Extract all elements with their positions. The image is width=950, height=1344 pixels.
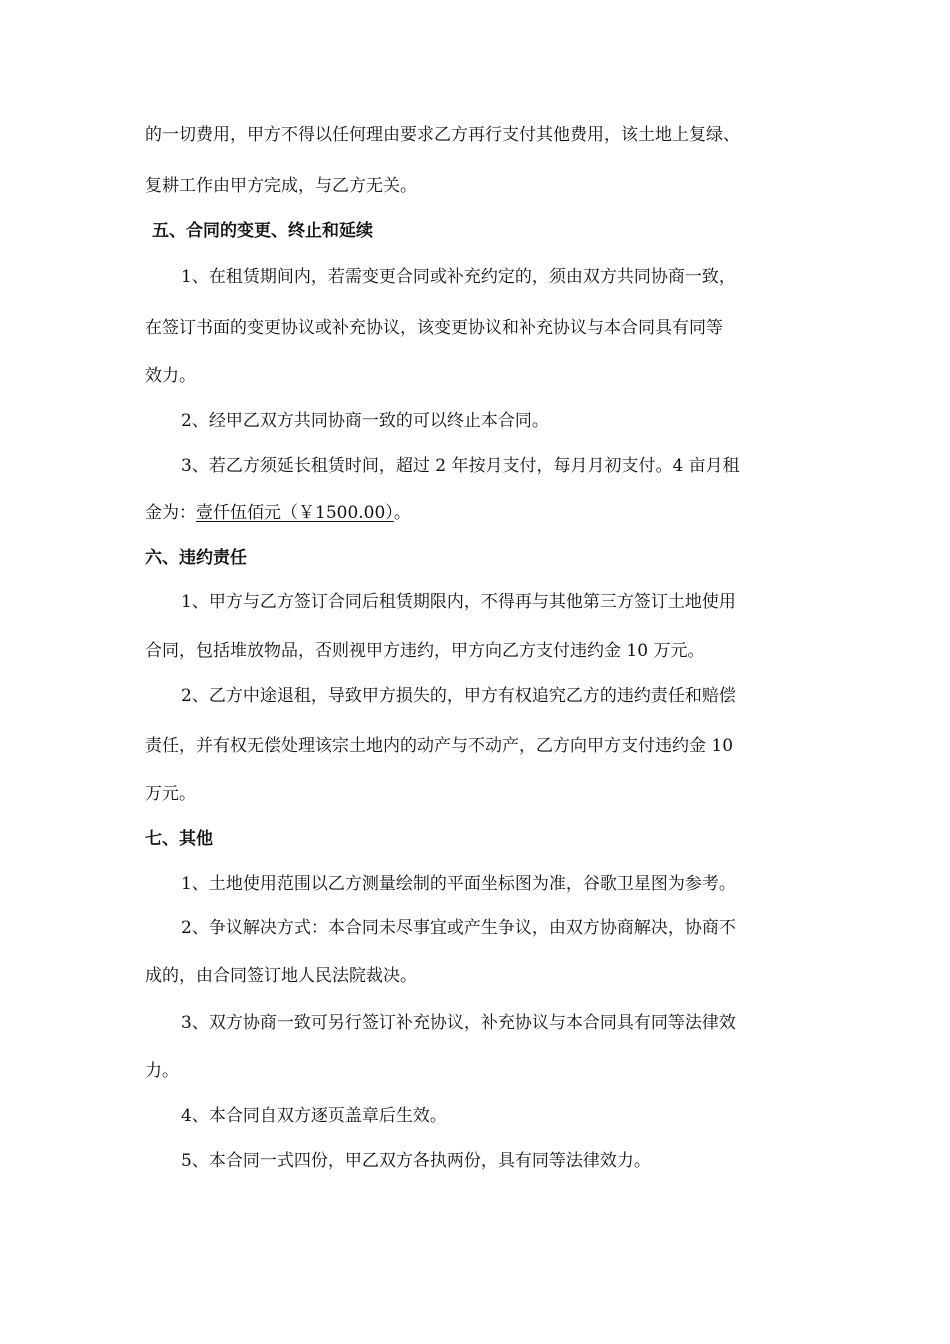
paragraph-line: 2、乙方中途退租，导致甲方损失的，甲方有权追究乙方的违约责任和赔偿 [181, 686, 736, 706]
paragraph-line: 5、本合同一式四份，甲乙双方各执两份，具有同等法律效力。 [181, 1151, 651, 1171]
paragraph-line: 万元。 [145, 784, 196, 804]
paragraph-line: 2、争议解决方式：本合同未尽事宜或产生争议，由双方协商解决，协商不 [181, 918, 736, 938]
rent-label: 金为： [145, 503, 196, 523]
paragraph-line: 1、土地使用范围以乙方测量绘制的平面坐标图为准，谷歌卫星图为参考。 [181, 874, 736, 894]
paragraph-line: 2、经甲乙双方共同协商一致的可以终止本合同。 [181, 411, 549, 431]
section-heading-6: 六、违约责任 [145, 548, 247, 568]
paragraph-line: 3、双方协商一致可另行签订补充协议，补充协议与本合同具有同等法律效 [181, 1013, 736, 1033]
paragraph-line: 责任，并有权无偿处理该宗土地内的动产与不动产，乙方向甲方支付违约金 10 [145, 736, 734, 756]
rent-period: 。 [393, 503, 411, 523]
paragraph-line: 在签订书面的变更协议或补充协议，该变更协议和补充协议与本合同具有同等 [145, 318, 723, 338]
rent-amount-underlined: 壹仟伍佰元（￥1500.00） [196, 503, 394, 523]
paragraph-line: 复耕工作由甲方完成，与乙方无关。 [145, 176, 417, 196]
paragraph-line: 力。 [145, 1061, 179, 1081]
section-heading-7: 七、其他 [145, 829, 213, 849]
paragraph-line: 成的，由合同签订地人民法院裁决。 [145, 966, 417, 986]
paragraph-line: 1、在租赁期间内，若需变更合同或补充约定的，须由双方共同协商一致， [181, 267, 736, 287]
rent-amount-line [145, 502, 815, 524]
section-heading-5: 五、合同的变更、终止和延续 [152, 221, 373, 241]
paragraph-line: 合同，包括堆放物品，否则视甲方违约，甲方向乙方支付违约金 10 万元。 [145, 641, 705, 661]
paragraph-line: 效力。 [145, 366, 196, 386]
paragraph-line: 3、若乙方须延长租赁时间，超过 2 年按月支付，每月月初支付。4 亩月租 [181, 456, 740, 476]
paragraph-line: 的一切费用，甲方不得以任何理由要求乙方再行支付其他费用，该土地上复绿、 [145, 125, 740, 145]
paragraph-line: 4、本合同自双方逐页盖章后生效。 [181, 1106, 447, 1126]
paragraph-line: 1、甲方与乙方签订合同后租赁期限内，不得再与其他第三方签订土地使用 [181, 592, 736, 612]
